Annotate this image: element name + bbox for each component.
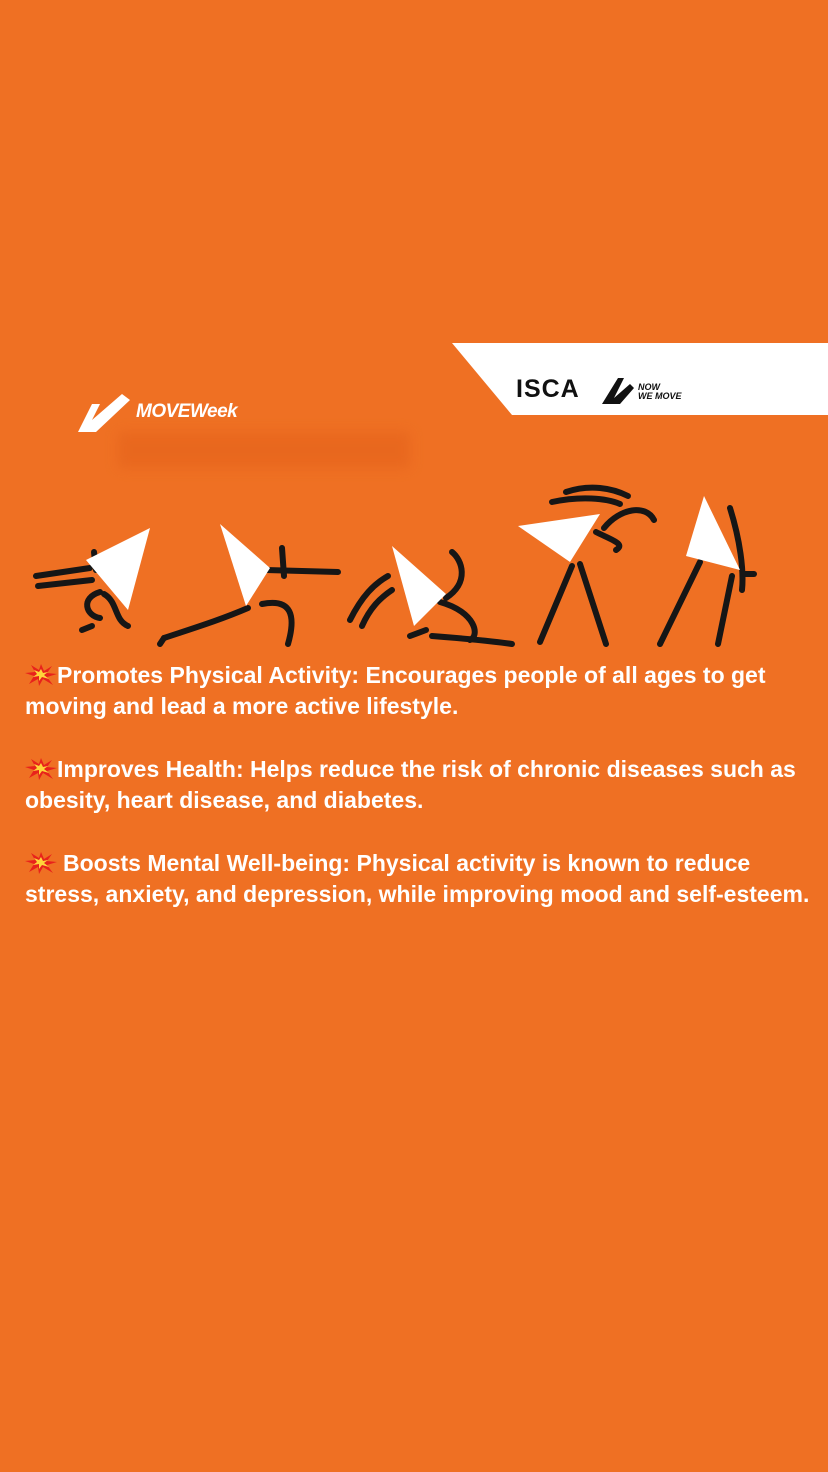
now-we-move-line1: NOW: [638, 382, 660, 392]
benefit-text-physical-activity: Promotes Physical Activity: Encourages people of all ages to get moving and lead a more active lifestyle.: [25, 662, 766, 719]
stick-figures-illustration: [0, 480, 828, 655]
benefit-text-health: Improves Health: Helps reduce the risk of chronic diseases such as obesity, heart disease, and diabetes.: [25, 756, 796, 813]
now-we-move-line2: WE MOVE: [638, 391, 682, 401]
torso-2: [220, 524, 270, 606]
brand-move-text: MOVE: [136, 401, 190, 422]
benefit-item-mental-wellbeing: [25, 848, 815, 910]
isca-logo: ISCA: [516, 375, 580, 403]
benefits-list: [25, 660, 815, 942]
benefit-text-mental-wellbeing: Boosts Mental Well-being: Physical activity is known to reduce stress, anxiety, and depression, while improving mood and self-esteem.: [25, 850, 810, 907]
moveweek-mark-icon: [78, 390, 134, 434]
brand-week-text: Week: [189, 401, 238, 422]
moveweek-wordmark: [136, 401, 237, 423]
collision-emoji-icon: [25, 664, 57, 686]
moveweek-logo: [78, 390, 237, 434]
torso-4: [518, 514, 600, 562]
benefit-item-physical-activity: [25, 660, 815, 722]
moveweek-banner: [0, 340, 828, 660]
collision-emoji-icon: [25, 758, 57, 780]
stick-figure-side-stretch: [540, 488, 654, 644]
blurred-subtitle: [118, 432, 410, 468]
collision-emoji-icon: [25, 852, 57, 874]
torso-1: [86, 528, 150, 610]
benefit-item-health: [25, 754, 815, 816]
torso-3: [392, 546, 446, 626]
